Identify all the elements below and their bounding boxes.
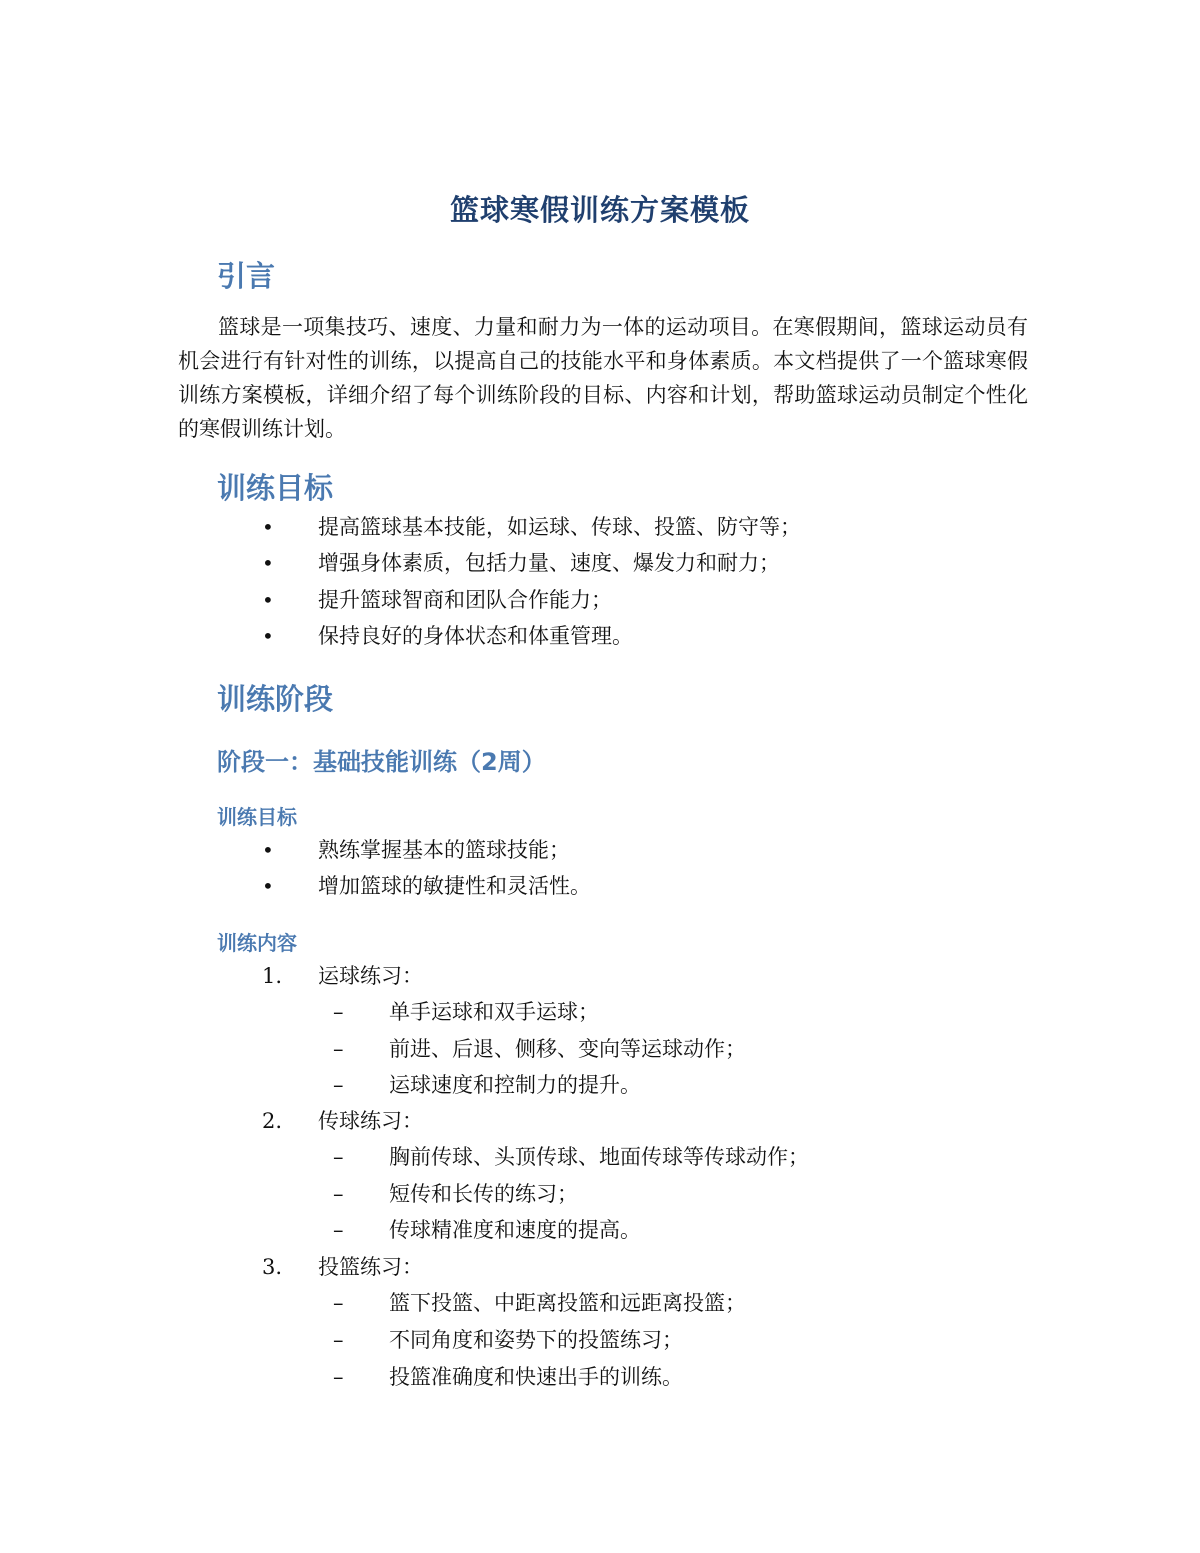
subitem-text: 单手运球和双手运球； — [389, 1000, 599, 1024]
item-label: 运球练习： — [318, 964, 423, 988]
bullet-icon: • — [262, 588, 274, 612]
document-title: 篮球寒假训练方案模板 — [449, 193, 750, 227]
goal-item-text: 增强身体素质，包括力量、速度、爆发力和耐力； — [318, 551, 780, 575]
content-subitem — [333, 1070, 641, 1100]
bullet-icon: • — [262, 624, 274, 648]
content-subitem — [333, 1288, 746, 1318]
dash-icon: – — [333, 1145, 344, 1169]
stages-heading: 训练阶段 — [217, 682, 334, 716]
dash-icon: – — [333, 1365, 344, 1389]
dash-icon: – — [333, 1073, 344, 1097]
dash-icon: – — [333, 1000, 344, 1024]
content-item — [262, 961, 423, 991]
dash-icon: – — [333, 1182, 344, 1206]
item-label: 投篮练习： — [318, 1255, 423, 1279]
subitem-text: 不同角度和姿势下的投篮练习； — [389, 1328, 683, 1352]
goal-item — [262, 621, 633, 651]
dash-icon: – — [333, 1328, 344, 1352]
subitem-text: 短传和长传的练习； — [389, 1182, 578, 1206]
stage1-goal-item — [262, 871, 591, 901]
content-subitem — [333, 997, 599, 1027]
dash-icon: – — [333, 1291, 344, 1315]
subitem-text: 运球速度和控制力的提升。 — [389, 1073, 641, 1097]
goal-item — [262, 585, 612, 615]
bullet-icon: • — [262, 838, 274, 862]
goal-item-text: 提高篮球基本技能，如运球、传球、投篮、防守等； — [318, 515, 801, 539]
goal-item-text: 保持良好的身体状态和体重管理。 — [318, 624, 633, 648]
content-subitem — [333, 1034, 746, 1064]
content-subitem — [333, 1215, 641, 1245]
content-subitem — [333, 1142, 809, 1172]
content-subitem — [333, 1362, 683, 1392]
stage1-goal-text: 熟练掌握基本的篮球技能； — [318, 838, 570, 862]
goals-heading: 训练目标 — [217, 471, 334, 505]
stage1-goal-item — [262, 835, 570, 865]
subitem-text: 投篮准确度和快速出手的训练。 — [389, 1365, 683, 1389]
stage1-heading: 阶段一：基础技能训练（2周） — [217, 748, 546, 776]
item-number: 2. — [262, 1109, 283, 1133]
dash-icon: – — [333, 1218, 344, 1242]
subitem-text: 前进、后退、侧移、变向等运球动作； — [389, 1037, 746, 1061]
content-item — [262, 1106, 423, 1136]
dash-icon: – — [333, 1037, 344, 1061]
goal-item-text: 提升篮球智商和团队合作能力； — [318, 588, 612, 612]
intro-heading: 引言 — [217, 259, 276, 293]
subitem-text: 胸前传球、头顶传球、地面传球等传球动作； — [389, 1145, 809, 1169]
bullet-icon: • — [262, 515, 274, 539]
content-subitem — [333, 1325, 683, 1355]
bullet-icon: • — [262, 551, 274, 575]
item-number: 1. — [262, 964, 283, 988]
item-number: 3. — [262, 1255, 283, 1279]
stage1-content-heading: 训练内容 — [217, 931, 297, 955]
intro-paragraph: 篮球是一项集技巧、速度、力量和耐力为一体的运动项目。在寒假期间，篮球运动员有机会进行有针对性的训练，以提高自己的技能水平和身体素质。本文档提供了一个篮球寒假训练方案模板，详细介绍了每个训练阶段的目标、内容和计划，帮助篮球运动员制定个性化的寒假训练计划。 — [178, 315, 1028, 441]
stage1-goals-heading: 训练目标 — [217, 805, 297, 829]
content-subitem — [333, 1179, 578, 1209]
bullet-icon: • — [262, 874, 274, 898]
content-item — [262, 1252, 423, 1282]
subitem-text: 传球精准度和速度的提高。 — [389, 1218, 641, 1242]
goal-item — [262, 548, 780, 578]
stage1-goal-text: 增加篮球的敏捷性和灵活性。 — [318, 874, 591, 898]
goal-item — [262, 512, 801, 542]
subitem-text: 篮下投篮、中距离投篮和远距离投篮； — [389, 1291, 746, 1315]
item-label: 传球练习： — [318, 1109, 423, 1133]
